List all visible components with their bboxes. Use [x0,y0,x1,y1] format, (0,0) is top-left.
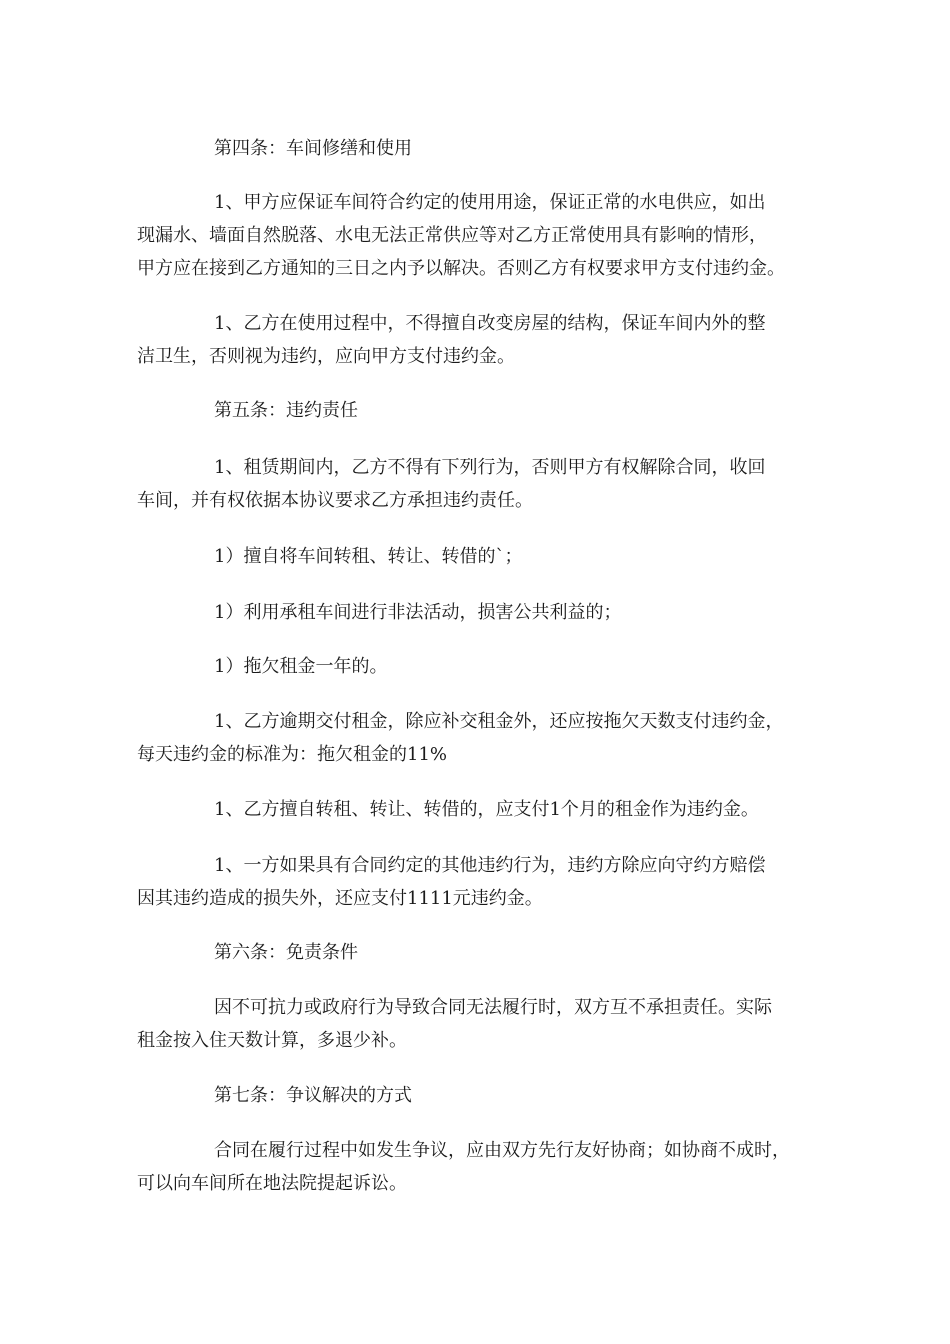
article-5-item-3 [137,650,827,683]
article-5-item-2 [137,596,827,629]
text-line: 1、乙方擅自转租、转让、转借的，应支付1个月的租金作为违约金。 [214,799,759,820]
text-line: 1）拖欠租金一年的。 [214,656,388,677]
text-line: 因其违约造成的损失外，还应支付1111元违约金。 [137,888,543,909]
text-line: 合同在履行过程中如发生争议，应由双方先行友好协商；如协商不成时， [214,1140,790,1161]
text-line: 甲方应在接到乙方通知的三日之内予以解决。否则乙方有权要求甲方支付违约金。 [137,258,785,279]
article-5-clause-3 [137,793,827,826]
text-line: 可以向车间所在地法院提起诉讼。 [137,1173,407,1194]
article-7-heading [137,1079,827,1112]
article-4-clause-1 [137,186,827,285]
text-line: 现漏水、墙面自然脱落、水电无法正常供应等对乙方正常使用具有影响的情形， [137,225,767,246]
text-line: 1、甲方应保证车间符合约定的使用用途，保证正常的水电供应，如出 [214,192,766,213]
article-5-item-1 [137,540,827,573]
article-5-clause-1 [137,451,827,517]
article-5-clause-2 [137,705,827,771]
article-6-clause [137,991,827,1057]
article-4-heading [137,132,827,165]
text-line: 第五条：违约责任 [214,400,358,421]
text-line: 1、租赁期间内，乙方不得有下列行为，否则甲方有权解除合同，收回 [214,457,766,478]
text-line: 1、乙方逾期交付租金，除应补交租金外，还应按拖欠天数支付违约金， [214,711,784,732]
article-5-clause-4 [137,849,827,915]
text-line: 1）擅自将车间转租、转让、转借的`； [214,546,523,567]
text-line: 因不可抗力或政府行为导致合同无法履行时，双方互不承担责任。实际 [214,997,772,1018]
text-line: 车间，并有权依据本协议要求乙方承担违约责任。 [137,490,533,511]
text-line: 第六条：免责条件 [214,942,358,963]
text-line: 1、乙方在使用过程中，不得擅自改变房屋的结构，保证车间内外的整 [214,313,766,334]
text-line: 1、一方如果具有合同约定的其他违约行为，违约方除应向守约方赔偿 [214,855,766,876]
text-line: 第七条：争议解决的方式 [214,1085,412,1106]
article-4-clause-2 [137,307,827,373]
article-6-heading [137,936,827,969]
text-line: 1）利用承租车间进行非法活动，损害公共利益的； [214,602,622,623]
text-line: 每天违约金的标准为：拖欠租金的11% [137,744,448,765]
text-line: 第四条：车间修缮和使用 [214,138,412,159]
article-5-heading [137,394,827,427]
text-line: 租金按入住天数计算，多退少补。 [137,1030,407,1051]
text-line: 洁卫生，否则视为违约，应向甲方支付违约金。 [137,346,515,367]
article-7-clause [137,1134,827,1200]
